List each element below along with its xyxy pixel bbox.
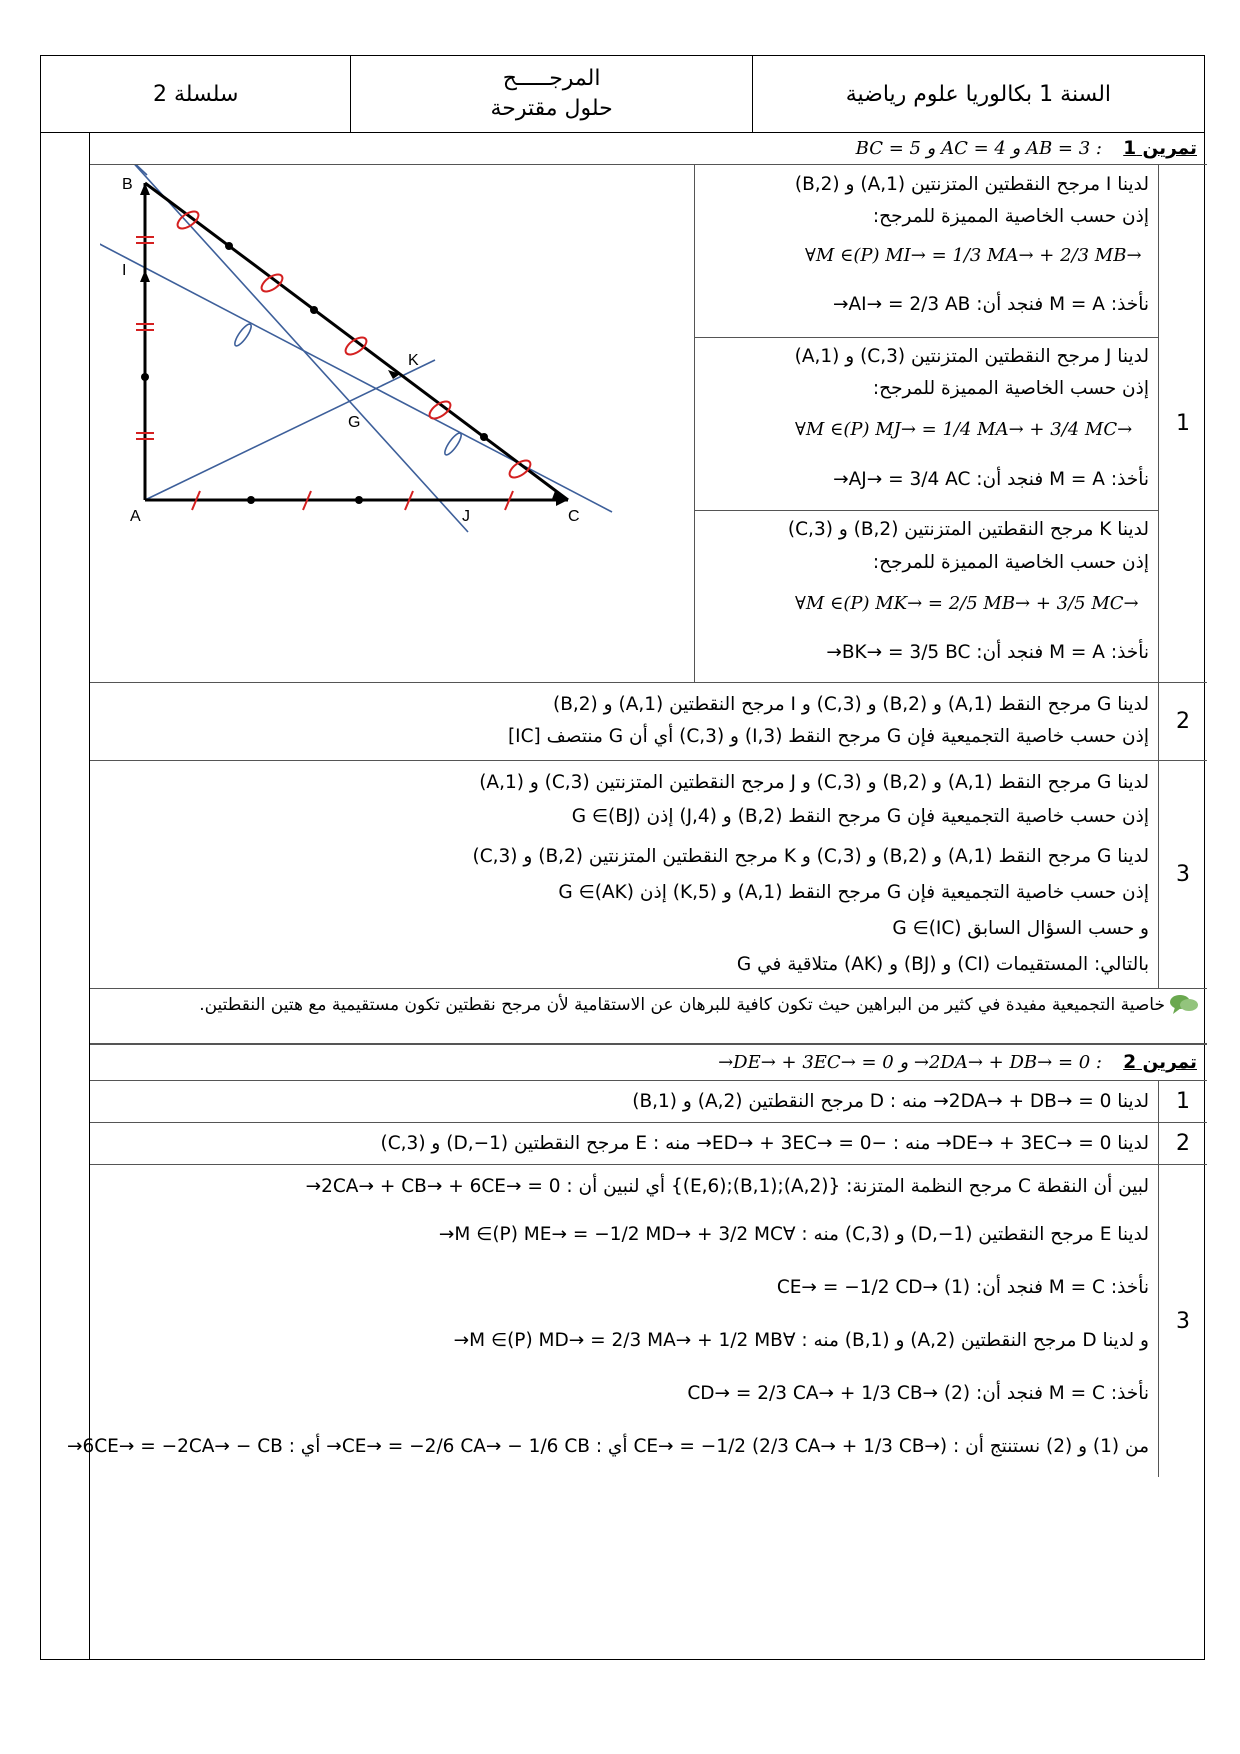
topic-cell — [350, 56, 751, 132]
ex1-q3-line5: و حسب السؤال السابق G ∈(IC) — [892, 918, 1149, 939]
label-I: I — [122, 262, 127, 279]
ex1-q2-row — [90, 683, 1207, 761]
ex1-title-row — [90, 133, 1207, 165]
ex1-q3-line1: لدينا G مرجح النقط (A,1) و (B,2) و (C,3) و J مرجح النقطتين المتزنتين (C,3) و (A,1) — [479, 772, 1149, 793]
ex2-q3-line3: نأخذ: M = C فنجد أن: CE→ = −1/2 CD→ (1) — [776, 1277, 1149, 1298]
ex1-note-text: خاصية التجميعية مفيدة في كثير من البراهين حيث تكون كافية للبرهان عن الاستقامية لأن مرجح نقطتين تكون مستقيمية مع هتين النقطتين. — [199, 995, 1165, 1015]
ex1-q1-J-eq: ∀M ∈(P) MJ→ = 1/4 MA→ + 3/4 MC→ — [795, 419, 1133, 440]
ex1-title: تمرين 1 — [1123, 138, 1197, 159]
topic-title: المرجـــــح — [502, 66, 601, 91]
ex1-q1-I-line1: لدينا I مرجح النقطتين المتزنتين (A,1) و (B,2) — [794, 174, 1149, 195]
ex1-q3-line6: بالتالي: المستقيمات (CI) و (BJ) و (AK) متلاقية في G — [736, 954, 1149, 975]
label-J: J — [462, 508, 470, 525]
ex2-q1-number: 1 — [1158, 1081, 1207, 1122]
level-label: السنة 1 بكالوريا علوم رياضية — [845, 81, 1112, 107]
ex2-given: : 2DA→ + DB→ = 0→ و DE→ + 3EC→ = 0→ — [718, 1052, 1102, 1073]
ex2-q3-line5: نأخذ: M = C فنجد أن: CD→ = 2/3 CA→ + 1/3 CB→ (2) — [687, 1383, 1149, 1404]
label-B: B — [122, 176, 133, 193]
ex2-title: تمرين 2 — [1123, 1052, 1197, 1073]
label-A: A — [130, 508, 141, 525]
ex1-q3-line2: إذن حسب خاصية التجميعية فإن G مرجح النقط (B,2) و (J,4) إذن G ∈(BJ) — [571, 806, 1149, 827]
ex1-q1-number: 1 — [1158, 165, 1207, 682]
ex1-q2-number: 2 — [1158, 683, 1207, 760]
header-table — [40, 55, 1205, 133]
content-frame — [40, 133, 1205, 1660]
ex1-q3-line4: إذن حسب خاصية التجميعية فإن G مرجح النقط (A,1) و (K,5) إذن G ∈(AK) — [558, 882, 1149, 903]
level-cell — [752, 56, 1204, 132]
ex1-q3-row — [90, 761, 1207, 989]
ex2-q3-line6: من (1) و (2) نستنتج أن : CE→ = −1/2 (2/3 CA→ + 1/3 CB→) أي : CE→ = −2/6 CA→ − 1/6 CB→ أي : 6CE→ = −2CA→ − CB→ — [66, 1436, 1149, 1457]
ex1-q1-J-take: نأخذ: M = A فنجد أن: AJ→ = 3/4 AC→ — [833, 469, 1149, 490]
line-IC — [100, 240, 612, 512]
side-BC — [145, 183, 568, 500]
label-K: K — [408, 352, 419, 369]
triangle-figure — [100, 165, 660, 683]
ex1-note-row — [90, 989, 1207, 1045]
ex1-q1-K-line2: إذن حسب الخاصية المميزة للمرجح: — [872, 552, 1149, 573]
ex2-title-row — [90, 1045, 1207, 1081]
ex1-given: : AB = 3 و AC = 4 و BC = 5 — [855, 138, 1102, 159]
topic-subtitle: حلول مقترحة — [490, 96, 613, 121]
ex1-q1-J-line2: إذن حسب الخاصية المميزة للمرجح: — [872, 378, 1149, 399]
ex2-q2-number: 2 — [1158, 1123, 1207, 1164]
line-BC-ext — [128, 165, 147, 175]
ex1-q1-K-line1: لدينا K مرجح النقطتين المتزنتين (B,2) و (C,3) — [787, 519, 1149, 540]
ex2-q3-number: 3 — [1158, 1165, 1207, 1477]
ex1-q3-line3: لدينا G مرجح النقط (A,1) و (B,2) و (C,3) و K مرجح النقطتين المتزنتين (B,2) و (C,3) — [472, 846, 1149, 867]
ex1-q2-line1: لدينا G مرجح النقط (A,1) و (B,2) و (C,3) و I مرجح النقطتين (A,1) و (B,2) — [552, 694, 1149, 715]
speech-bubble-icon — [1169, 993, 1199, 1015]
ex1-q1-I-take: نأخذ: M = A فنجد أن: AI→ = 2/3 AB→ — [832, 294, 1149, 315]
ex2-q1-line: لدينا 2DA→ + DB→ = 0→ منه : D مرجح النقطتين (A,2) و (B,1) — [632, 1091, 1149, 1112]
ex2-q3-line4: و لدينا D مرجح النقطتين (A,2) و (B,1) منه : ∀M ∈(P) MD→ = 2/3 MA→ + 1/2 MB→ — [453, 1330, 1149, 1351]
ex1-q1-K-eq: ∀M ∈(P) MK→ = 2/5 MB→ + 3/5 MC→ — [795, 593, 1139, 614]
ex1-q2-line2: إذن حسب خاصية التجميعية فإن G مرجح النقط (I,3) و (C,3) أي أن G منتصف [IC] — [507, 726, 1149, 747]
label-C: C — [568, 508, 580, 525]
ex1-q1-row — [90, 165, 1207, 683]
ex1-q1-I-eq: ∀M ∈(P) MI→ = 1/3 MA→ + 2/3 MB→ — [805, 245, 1142, 266]
series-cell — [41, 56, 350, 132]
ex2-q2-line: لدينا DE→ + 3EC→ = 0→ منه : −ED→ + 3EC→ = 0→ منه : E مرجح النقطتين (D,−1) و (C,3) — [380, 1133, 1149, 1154]
worksheet-page — [40, 55, 1205, 1660]
ex1-q3-number: 3 — [1158, 761, 1207, 988]
ex2-q1-row — [90, 1081, 1207, 1123]
ex2-q3-row — [66, 1165, 1207, 1477]
ex1-q1-text-col — [694, 165, 1159, 683]
ex2-q2-row — [90, 1123, 1207, 1165]
line-AK — [145, 360, 435, 500]
ex2-q3-line1: لبين أن النقطة C مرجح النظمة المتزنة: {(A,2);(B,1);(E,6)} أي لنبين أن : 2CA→ + CB→ + 6CE→ = 0→ — [305, 1176, 1149, 1197]
ex1-q1-I-line2: إذن حسب الخاصية المميزة للمرجح: — [872, 206, 1149, 227]
series-label: سلسلة 2 — [153, 81, 239, 107]
ex1-q1-K-take: نأخذ: M = A فنجد أن: BK→ = 3/5 BC→ — [826, 642, 1149, 663]
content-column — [66, 133, 1206, 1660]
ex2-q3-line2: لدينا E مرجح النقطتين (D,−1) و (C,3) منه : ∀M ∈(P) ME→ = −1/2 MD→ + 3/2 MC→ — [438, 1224, 1149, 1245]
ex1-q1-J-line1: لدينا J مرجح النقطتين المتزنتين (C,3) و (A,1) — [794, 346, 1149, 367]
label-G: G — [348, 414, 361, 431]
